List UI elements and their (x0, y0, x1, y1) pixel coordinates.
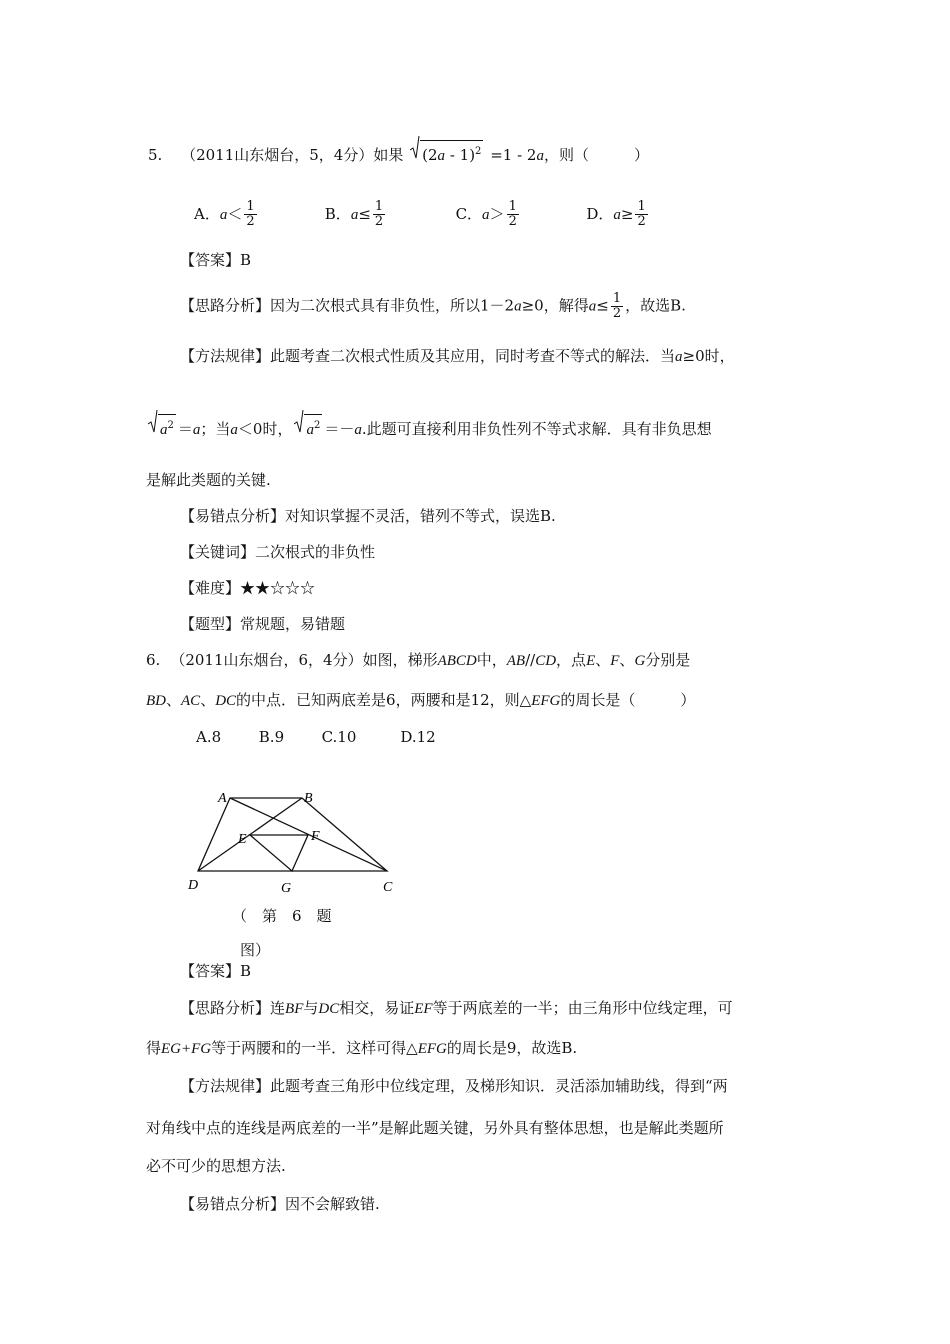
mistake-text: 对知识掌握不灵活，错列不等式，误选B. (285, 507, 556, 525)
analysis-var: EFG (417, 1041, 447, 1057)
option-label: A． (194, 204, 220, 223)
option-label: B． (324, 204, 351, 223)
label-g: G (281, 881, 292, 896)
analysis-text: 相交，易证 (339, 999, 415, 1017)
q6-method-line1 (180, 1076, 728, 1096)
q6-text: 的周长是（ ） (560, 691, 696, 709)
method-var: a (230, 422, 238, 438)
method-tag: 【方法规律】 (180, 347, 271, 365)
sqrt-exponent: 2 (167, 420, 174, 431)
radical-sign-icon (294, 410, 304, 434)
q5-expr-part: (2 (422, 146, 438, 164)
q5-expr-var: a (437, 148, 446, 164)
method-var: a (192, 422, 201, 438)
method-text: ＜0时， (237, 420, 293, 438)
label-d: D (188, 878, 199, 893)
fraction-numerator: 1 (508, 199, 517, 214)
analysis-var: a (514, 298, 522, 315)
q5-expr-part: - 1) (445, 146, 476, 164)
q6-text: 分别是 (645, 651, 691, 669)
option-relation: ＜ (227, 204, 243, 223)
method-text: 此题考查三角形中位线定理，及梯形知识．灵活添加辅助线，得到“两 (270, 1077, 728, 1095)
q6-method-line3: 必不可少的思想方法. (146, 1157, 286, 1175)
q5-option-b (325, 200, 451, 229)
q6-text: ，点 (556, 651, 587, 669)
q6-stem-line1 (146, 650, 690, 671)
type-text: 常规题，易错题 (240, 615, 346, 633)
q6-text: 、 (619, 651, 635, 669)
fraction-numerator: 1 (637, 199, 646, 214)
mistake-tag: 【易错点分析】 (180, 507, 286, 525)
analysis-text: 与 (303, 999, 319, 1017)
q6-number: 6. (146, 651, 161, 669)
trapezoid-figure (180, 785, 400, 900)
method-text: .此题可直接利用非负性列不等式求解．具有非负思想 (361, 420, 712, 438)
label-a: A (218, 791, 227, 806)
q5-method-line2 (146, 414, 712, 440)
answer-value: B (240, 962, 252, 980)
q6-option-d: D.12 (400, 728, 436, 746)
option-relation: ≤ (358, 204, 371, 223)
q6-var: F (610, 653, 620, 669)
analysis-text: 的周长是9，故选B. (446, 1039, 578, 1057)
option-var: a (613, 206, 621, 223)
q6-option-c: C.10 (321, 728, 357, 746)
q6-text: 、 (595, 651, 611, 669)
option-relation: ≥ (620, 204, 634, 223)
label-f: F (311, 829, 320, 844)
difficulty-stars: ★★☆☆☆ (240, 579, 316, 597)
option-label: C． (455, 204, 483, 223)
q6-answer (180, 961, 251, 981)
analysis-text: 等于两腰和的一半．这样可得△ (211, 1039, 418, 1057)
q6-analysis-line2 (146, 1038, 577, 1059)
q6-stem-line2 (146, 690, 695, 711)
q5-answer (180, 250, 251, 270)
fraction-denominator: 2 (637, 214, 646, 229)
q5-method-line3: 是解此类题的关键. (146, 471, 271, 489)
q6-var: AB (506, 653, 526, 669)
analysis-text: ≤ (596, 296, 609, 315)
answer-value: B (240, 251, 252, 269)
keyword-text: 二次根式的非负性 (255, 543, 376, 561)
fraction-numerator: 1 (246, 199, 255, 214)
method-var: a (675, 349, 683, 365)
analysis-fraction (611, 292, 623, 321)
analysis-text: 得 (146, 1039, 162, 1057)
option-var: a (350, 206, 359, 223)
q5-difficulty (180, 578, 315, 598)
method-var: a (354, 422, 362, 438)
q6-text: 的中点．已知两底差是6，两腰和是12，则△ (236, 691, 532, 709)
label-e: E (238, 832, 247, 847)
label-c: C (383, 880, 393, 895)
q6-method-line2: 对角线中点的连线是两底差的一半”是解此题关键，另外具有整体思想，也是解此类题所 (146, 1119, 724, 1137)
analysis-var: EF (414, 1001, 433, 1017)
q5-stem (148, 140, 649, 166)
analysis-text: 因为二次根式具有非负性，所以1－2 (270, 296, 515, 315)
fraction-denominator: 2 (374, 214, 384, 229)
analysis-text: ，故选B. (625, 296, 686, 315)
radical-sign-icon (148, 410, 158, 434)
difficulty-tag: 【难度】 (180, 579, 241, 597)
q6-var: ABCD (437, 653, 477, 669)
q5-mistake (180, 506, 556, 526)
sqrt-var: a (306, 422, 314, 438)
q6-text: // (525, 651, 536, 669)
q5-options (194, 200, 712, 229)
analysis-tag: 【思路分析】 (180, 296, 271, 315)
q6-var: CD (535, 653, 557, 669)
analysis-var: EG+FG (161, 1041, 212, 1057)
q5-keyword (180, 542, 375, 562)
q5-method (180, 346, 735, 367)
q6-options (196, 727, 436, 747)
option-var: a (482, 206, 490, 223)
option-relation: ＞ (489, 204, 505, 223)
q6-text: 、 (166, 691, 182, 709)
q6-var: G (634, 653, 646, 669)
analysis-text: ≥0，解得 (521, 296, 589, 315)
q6-option-a: A.8 (196, 728, 222, 746)
method-text: ＝ (177, 420, 193, 438)
q6-text: 、 (200, 691, 216, 709)
figure-caption-line1: （ 第 6 题 (232, 907, 332, 925)
q6-var: BD (146, 693, 166, 709)
method-text: 此题考查二次根式性质及其应用，同时考查不等式的解法．当 (270, 347, 676, 365)
option-fraction (507, 200, 519, 229)
analysis-text: 等于两底差的一半；由三角形中位线定理，可 (432, 999, 733, 1017)
triangle-efg (250, 835, 308, 871)
q5-option-c (456, 200, 582, 229)
q5-option-a (194, 200, 320, 229)
mistake-tag: 【易错点分析】 (180, 1195, 286, 1213)
figure-caption-line2: 图） (240, 941, 271, 959)
q5-expr-rhs-var: a (536, 148, 544, 164)
option-label: D． (586, 204, 614, 223)
method-text: ；当 (200, 420, 231, 438)
analysis-var: DC (318, 1001, 340, 1017)
fraction-denominator: 2 (246, 214, 255, 229)
radical-sign-icon (410, 136, 420, 160)
option-fraction (244, 200, 256, 229)
sqrt-a-squared (148, 414, 176, 440)
q5-analysis (180, 292, 686, 321)
analysis-tag: 【思路分析】 (180, 999, 271, 1017)
analysis-var: BF (285, 1001, 304, 1017)
q6-analysis-line1 (180, 998, 733, 1019)
fraction-denominator: 2 (612, 306, 622, 321)
q6-option-b: B.9 (258, 728, 285, 746)
q5-type (180, 614, 345, 634)
option-fraction (635, 200, 647, 229)
q5-expr-rhs: =1 - 2 (485, 146, 537, 164)
q6-var: E (586, 653, 596, 669)
keyword-tag: 【关键词】 (180, 543, 256, 561)
label-b: B (304, 791, 313, 806)
option-var: a (219, 206, 228, 223)
analysis-var: a (588, 298, 597, 315)
mistake-text: 因不会解致错. (285, 1195, 380, 1213)
q5-option-d (586, 200, 712, 229)
method-text: ＝－ (324, 420, 355, 438)
q5-sqrt-expression (410, 140, 483, 166)
sqrt-var: a (160, 422, 168, 438)
answer-tag: 【答案】 (180, 962, 241, 980)
sqrt-a-squared (294, 414, 322, 440)
type-tag: 【题型】 (180, 615, 241, 633)
option-fraction (373, 200, 385, 229)
q6-text: （2011山东烟台，6，4分）如图，梯形 (170, 651, 438, 669)
q6-var: EFG (531, 693, 561, 709)
q5-tail: ，则（ ） (543, 146, 649, 164)
q5-source: （2011山东烟台，5，4分）如果 (181, 146, 404, 164)
q6-mistake (180, 1194, 380, 1214)
fraction-numerator: 1 (374, 199, 384, 214)
method-tag: 【方法规律】 (180, 1077, 271, 1095)
q5-number: 5. (148, 146, 163, 164)
answer-tag: 【答案】 (180, 251, 241, 269)
fraction-numerator: 1 (612, 291, 622, 306)
q5-expr-exponent: 2 (475, 146, 482, 157)
sqrt-exponent: 2 (313, 420, 321, 431)
q6-var: DC (215, 693, 237, 709)
analysis-text: 连 (270, 999, 286, 1017)
fraction-denominator: 2 (508, 214, 517, 229)
q6-text: 中， (476, 651, 507, 669)
method-text: ≥0时， (682, 347, 735, 365)
q6-var: AC (181, 693, 201, 709)
